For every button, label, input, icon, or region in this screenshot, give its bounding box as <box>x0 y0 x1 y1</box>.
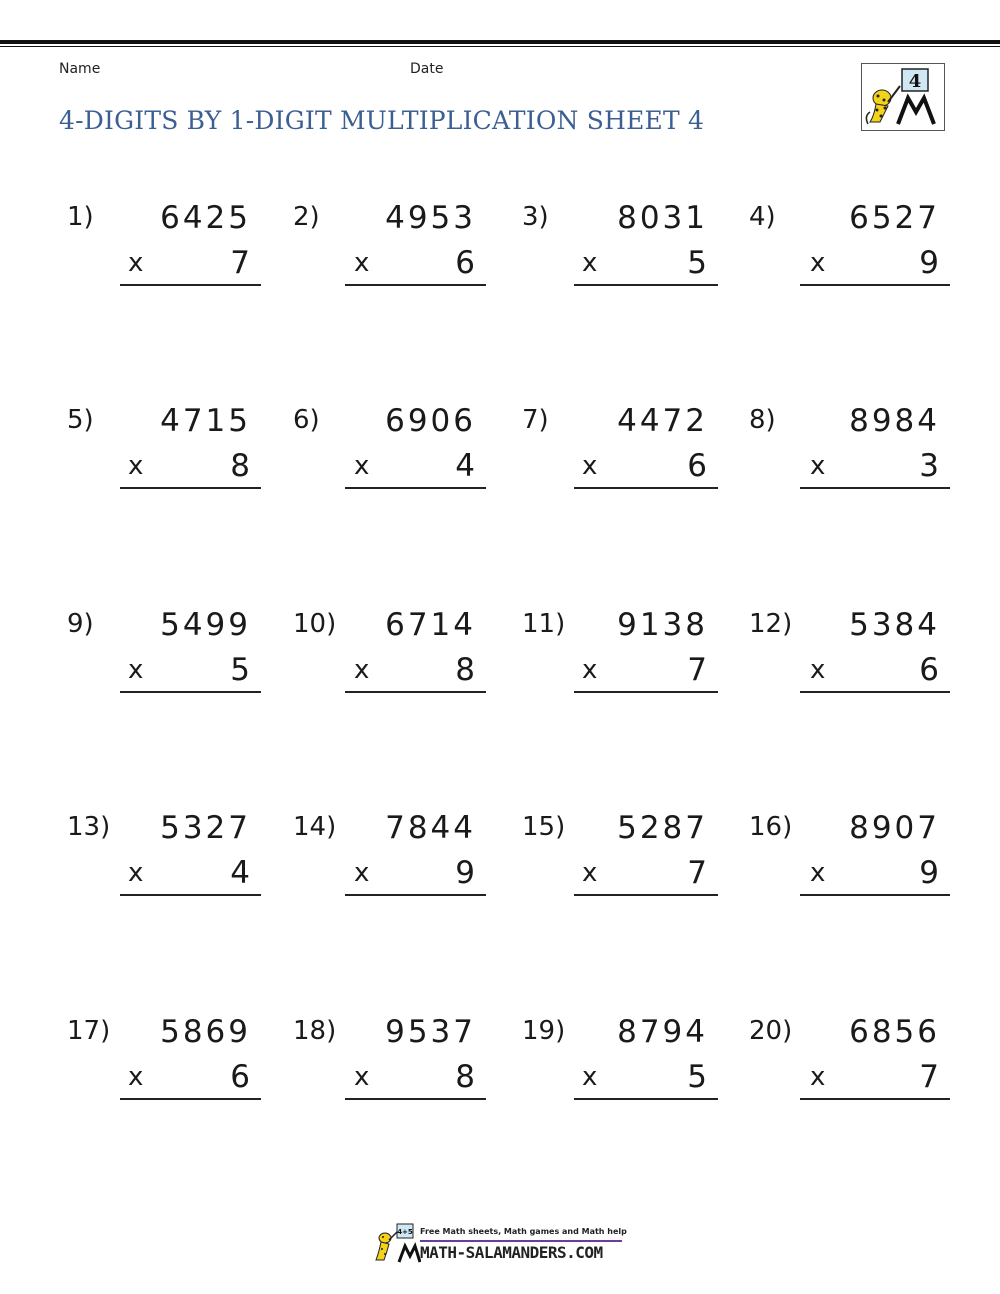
name-label: Name <box>59 61 101 77</box>
multiply-sign: x <box>582 451 598 481</box>
answer-line <box>800 487 950 489</box>
multiplicand: 6856 <box>849 1014 940 1050</box>
multiplier: 5 <box>687 245 707 281</box>
multiply-sign: x <box>810 858 826 888</box>
multiply-sign: x <box>582 248 598 278</box>
multiplicand: 8984 <box>849 403 940 439</box>
problem-number: 12) <box>749 609 793 639</box>
multiplier: 6 <box>687 448 707 484</box>
footer-salamander-icon <box>373 1222 421 1264</box>
multiplier: 6 <box>919 652 939 688</box>
multiplicand: 4953 <box>385 200 476 236</box>
multiplicand: 6527 <box>849 200 940 236</box>
multiplier: 7 <box>687 652 707 688</box>
multiplier: 5 <box>230 652 250 688</box>
multiplier: 9 <box>455 855 475 891</box>
multiplicand: 4472 <box>617 403 708 439</box>
multiplier: 8 <box>455 652 475 688</box>
multiply-sign: x <box>354 1062 370 1092</box>
multiplier: 3 <box>919 448 939 484</box>
problem-number: 3) <box>522 202 549 232</box>
problem-12 <box>0 607 1000 707</box>
multiplicand: 6425 <box>160 200 251 236</box>
multiply-sign: x <box>128 1062 144 1092</box>
multiplier: 9 <box>919 855 939 891</box>
multiplier: 8 <box>455 1059 475 1095</box>
problem-number: 19) <box>522 1016 566 1046</box>
problem-number: 4) <box>749 202 776 232</box>
multiplicand: 6906 <box>385 403 476 439</box>
multiplicand: 5499 <box>160 607 251 643</box>
multiply-sign: x <box>128 451 144 481</box>
multiplier: 9 <box>919 245 939 281</box>
date-label: Date <box>410 61 444 77</box>
multiplicand: 8031 <box>617 200 708 236</box>
multiplicand: 8794 <box>617 1014 708 1050</box>
problem-number: 6) <box>293 405 320 435</box>
problem-20 <box>0 1014 1000 1114</box>
multiply-sign: x <box>810 451 826 481</box>
problem-number: 18) <box>293 1016 337 1046</box>
answer-line <box>800 1098 950 1100</box>
logo-badge-text: 4 <box>908 71 922 92</box>
multiplier: 7 <box>230 245 250 281</box>
multiplier: 8 <box>230 448 250 484</box>
problem-number: 11) <box>522 609 566 639</box>
multiplier: 6 <box>455 245 475 281</box>
problem-number: 15) <box>522 812 566 842</box>
multiply-sign: x <box>128 248 144 278</box>
problem-number: 13) <box>67 812 111 842</box>
problem-8 <box>0 403 1000 503</box>
sheet-title: 4-DIGITS BY 1-DIGIT MULTIPLICATION SHEET 4 <box>59 106 705 135</box>
salamander-icon <box>862 64 944 130</box>
multiply-sign: x <box>810 248 826 278</box>
answer-line <box>800 894 950 896</box>
multiplier: 7 <box>919 1059 939 1095</box>
multiply-sign: x <box>582 1062 598 1092</box>
multiplicand: 5287 <box>617 810 708 846</box>
multiplier: 4 <box>230 855 250 891</box>
problem-number: 7) <box>522 405 549 435</box>
multiplicand: 8907 <box>849 810 940 846</box>
top-rule <box>0 40 1000 44</box>
problem-number: 16) <box>749 812 793 842</box>
multiply-sign: x <box>582 655 598 685</box>
problem-number: 9) <box>67 609 94 639</box>
problem-number: 14) <box>293 812 337 842</box>
multiplicand: 6714 <box>385 607 476 643</box>
footer-tagline: Free Math sheets, Math games and Math help <box>420 1227 627 1236</box>
problem-number: 5) <box>67 405 94 435</box>
top-rule-thin <box>0 46 1000 47</box>
answer-line <box>800 691 950 693</box>
footer-badge-text: 4+5 <box>397 1228 413 1236</box>
multiply-sign: x <box>582 858 598 888</box>
multiplicand: 9138 <box>617 607 708 643</box>
multiplicand: 9537 <box>385 1014 476 1050</box>
multiply-sign: x <box>128 858 144 888</box>
problem-number: 17) <box>67 1016 111 1046</box>
multiplicand: 7844 <box>385 810 476 846</box>
multiply-sign: x <box>354 451 370 481</box>
problem-16 <box>0 810 1000 910</box>
problem-number: 8) <box>749 405 776 435</box>
multiplier: 6 <box>230 1059 250 1095</box>
multiplicand: 5384 <box>849 607 940 643</box>
problem-number: 2) <box>293 202 320 232</box>
problem-number: 1) <box>67 202 94 232</box>
multiply-sign: x <box>810 1062 826 1092</box>
footer-underline <box>420 1240 622 1242</box>
multiplicand: 5327 <box>160 810 251 846</box>
multiplicand: 5869 <box>160 1014 251 1050</box>
problem-4 <box>0 200 1000 300</box>
multiplier: 4 <box>455 448 475 484</box>
multiplier: 7 <box>687 855 707 891</box>
salamander-logo <box>861 63 945 131</box>
answer-line <box>800 284 950 286</box>
multiply-sign: x <box>354 858 370 888</box>
problem-number: 20) <box>749 1016 793 1046</box>
problem-number: 10) <box>293 609 337 639</box>
multiplicand: 4715 <box>160 403 251 439</box>
multiply-sign: x <box>128 655 144 685</box>
multiplier: 5 <box>687 1059 707 1095</box>
multiply-sign: x <box>810 655 826 685</box>
multiply-sign: x <box>354 655 370 685</box>
multiply-sign: x <box>354 248 370 278</box>
footer-site-link[interactable]: MATH-SALAMANDERS.COM <box>420 1243 603 1262</box>
